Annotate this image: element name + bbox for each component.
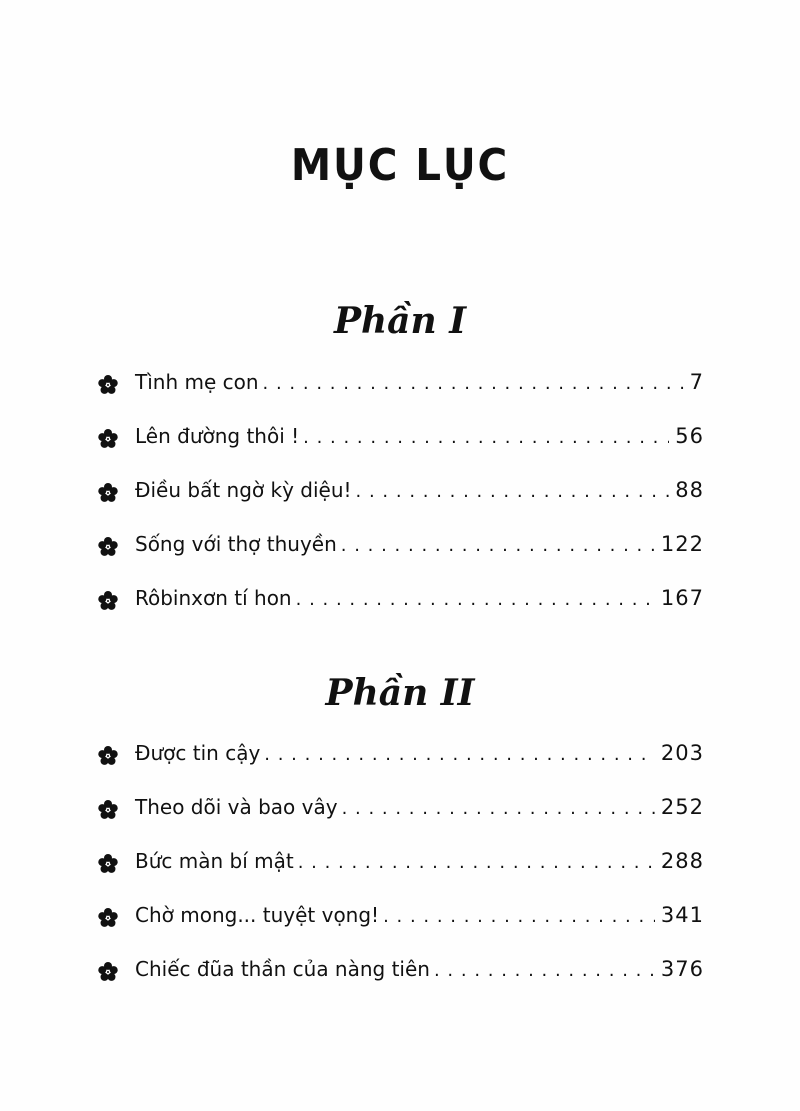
leader-dots xyxy=(303,418,669,458)
toc-entry-page: 252 xyxy=(660,795,704,819)
toc-entry-page: 288 xyxy=(660,849,704,873)
toc-part-1 xyxy=(98,362,704,632)
toc-entry[interactable] xyxy=(98,578,704,632)
flower-icon xyxy=(98,537,118,557)
leader-dots xyxy=(298,843,655,883)
flower-icon xyxy=(98,483,118,503)
leader-dots xyxy=(383,897,655,937)
toc-entry[interactable] xyxy=(98,895,704,949)
toc-entry[interactable] xyxy=(98,470,704,524)
toc-entry-page: 88 xyxy=(675,478,704,502)
toc-entry-page: 203 xyxy=(660,741,704,765)
leader-dots xyxy=(263,364,684,404)
toc-entry-title: Chờ mong... tuyệt vọng! xyxy=(135,903,380,927)
flower-icon xyxy=(98,854,118,874)
toc-entry[interactable] xyxy=(98,841,704,895)
leader-dots xyxy=(342,789,655,829)
toc-entry-page: 7 xyxy=(689,370,704,394)
toc-entry-page: 167 xyxy=(660,586,704,610)
toc-entry-title: Theo dõi và bao vây xyxy=(135,795,338,819)
toc-entry-title: Tình mẹ con xyxy=(135,370,259,394)
toc-entry[interactable] xyxy=(98,362,704,416)
part-1-heading: Phần I xyxy=(333,300,467,342)
flower-icon xyxy=(98,429,118,449)
toc-entry[interactable] xyxy=(98,949,704,1003)
toc-entry-title: Rôbinxơn tí hon xyxy=(135,586,292,610)
toc-entry-page: 122 xyxy=(660,532,704,556)
toc-entry-title: Được tin cậy xyxy=(135,741,261,765)
toc-entry[interactable] xyxy=(98,733,704,787)
toc-entry-page: 376 xyxy=(660,957,704,981)
leader-dots xyxy=(264,735,655,775)
leader-dots xyxy=(296,580,655,620)
page-title: MỤC LỤC xyxy=(290,140,510,191)
flower-icon xyxy=(98,375,118,395)
toc-entry-title: Chiếc đũa thần của nàng tiên xyxy=(135,957,430,981)
toc-entry-page: 341 xyxy=(660,903,704,927)
flower-icon xyxy=(98,908,118,928)
toc-entry-title: Điều bất ngờ kỳ diệu! xyxy=(135,478,352,502)
toc-entry-title: Lên đường thôi ! xyxy=(135,424,300,448)
toc-entry[interactable] xyxy=(98,416,704,470)
toc-entry[interactable] xyxy=(98,524,704,578)
flower-icon xyxy=(98,591,118,611)
leader-dots xyxy=(434,951,655,991)
toc-entry[interactable] xyxy=(98,787,704,841)
toc-entry-title: Sống với thợ thuyền xyxy=(135,532,337,556)
toc-part-2 xyxy=(98,733,704,1003)
leader-dots xyxy=(341,526,655,566)
toc-entry-title: Bức màn bí mật xyxy=(135,849,294,873)
flower-icon xyxy=(98,962,118,982)
flower-icon xyxy=(98,746,118,766)
leader-dots xyxy=(356,472,670,512)
flower-icon xyxy=(98,800,118,820)
toc-entry-page: 56 xyxy=(675,424,704,448)
part-2-heading: Phần II xyxy=(325,672,475,714)
